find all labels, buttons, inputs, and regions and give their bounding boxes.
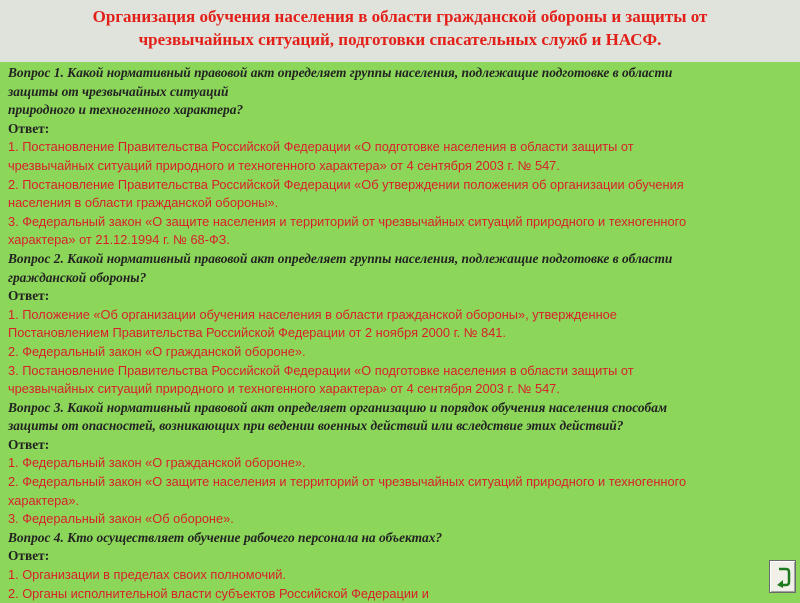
qa-content: [8, 64, 790, 603]
question-4: Вопрос 4. Кто осуществляет обучение рабочего персонала на объектах?: [8, 529, 443, 545]
answer-label-2: Ответ:: [8, 288, 50, 304]
answer-label-3: Ответ:: [8, 436, 50, 452]
answers-4: 1. Организации в пределах своих полномочий. 2. Органы исполнительной власти субъектов Российской Федерации и: [8, 567, 429, 601]
answer-label-1: Ответ:: [8, 120, 50, 136]
return-button[interactable]: [769, 560, 796, 593]
answers-1: 1. Постановление Правительства Российской Федерации «О подготовке населения в области защиты от чрезвычайных ситуаций природного и техногенного характера» от 4 сентября 2003 г. № 547. 2. Постановление Правительства Российской Федерации «Об утверждении положения об организации обучения населения в области гражданской обороны». 3. Федеральный закон «О защите населения и территорий от чрезвычайных ситуаций природного и техногенного характера» от 21.12.1994 г. № 68-ФЗ.: [8, 139, 687, 248]
answers-3: 1. Федеральный закон «О гражданской обороне». 2. Федеральный закон «О защите населения и территорий от чрезвычайных ситуаций природного и техногенного характера». 3. Федеральный закон «Об обороне».: [8, 455, 687, 527]
question-1: Вопрос 1. Какой нормативный правовой акт определяет группы населения, подлежащие подготовке в области защиты от чрезвычайных ситуаций природного и техногенного характера?: [8, 65, 673, 118]
slide-title: [10, 6, 790, 51]
question-3: Вопрос 3. Какой нормативный правовой акт определяет организацию и порядок обучения населения способам защиты от опасностей, возникающих при ведении военных действий или вследствие этих действий?: [8, 399, 668, 434]
question-2: Вопрос 2. Какой нормативный правовой акт определяет группы населения, подлежащие подготовке в области гражданской обороны?: [8, 250, 673, 285]
return-arrow-icon: [773, 566, 792, 588]
answers-2: 1. Положение «Об организации обучения населения в области гражданской обороны», утвержденное Постановлением Правительства Российской Федерации от 2 ноября 2000 г. № 841. 2. Федеральный закон «О гражданской обороне». 3. Постановление Правительства Российской Федерации «О подготовке населения в области защиты от чрезвычайных ситуаций природного и техногенного характера» от 4 сентября 2003 г. № 547.: [8, 306, 634, 397]
title-line-1: Организация обучения населения в области гражданской обороны и защиты от: [92, 7, 708, 26]
answer-label-4: Ответ:: [8, 548, 50, 564]
title-line-2: чрезвычайных ситуаций, подготовки спасательных служб и НАСФ.: [138, 29, 662, 49]
